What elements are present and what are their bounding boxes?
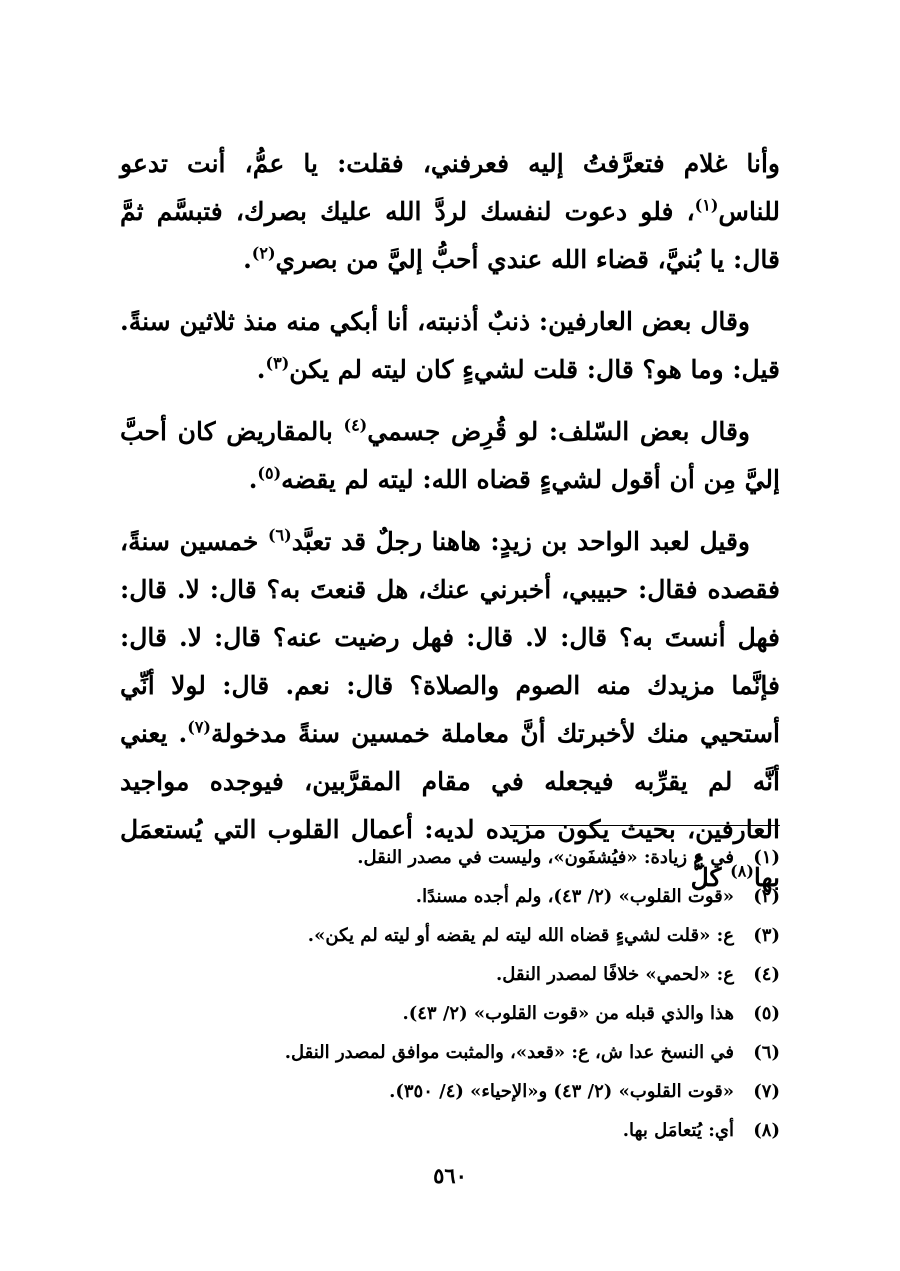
footnote-number: (٢): [753, 886, 780, 907]
footnote-text: في النسخ عدا ش، ع: «قعد»، والمثبت موافق لمصدر النقل.: [284, 1042, 734, 1063]
footnote-text: «قوت القلوب» (٢/ ٤٣) و«الإحياء» (٤/ ٣٥٠).: [389, 1081, 734, 1102]
footnote-8: [120, 1111, 780, 1150]
paragraph-3-text-b: بالمقاريض كان أحبَّ إليَّ مِن أن أقول لشيءٍ قضاه الله: ليته لم يقضه: [120, 417, 780, 494]
paragraph-4-text-b: خمسين سنةً، فقصده فقال: حبيبي، أخبرني عنك، هل قنعتَ به؟ قال: لا. قال: فهل أنستَ به؟ قال: لا. قال: فهل رضيت عنه؟ قال: لا. قال: فإنَّما مزيدك منه الصوم والصلاة؟ قال: نعم. قال: لولا أنِّي أستحيي منك لأخبرتك أنَّ معاملة خمسين سنةً مدخولة: [120, 527, 780, 748]
paragraph-1-text-a: وأنا غلام فتعرَّفتُ إليه فعرفني، فقلت: يا عمُّ، أنت تدعو للناس: [120, 149, 780, 226]
paragraph-3-text-c: .: [248, 465, 258, 494]
footnote-ref-1[interactable]: (١): [694, 195, 719, 215]
paragraph-3-text-a: وقال بعض السّلف: لو قُرِض جسمي: [367, 417, 750, 446]
footnote-ref-4[interactable]: (٤): [343, 415, 368, 435]
footnote-number: (٥): [753, 1003, 780, 1024]
paragraph-1-text-c: .: [243, 245, 252, 274]
footnote-number: (٤): [753, 964, 780, 985]
footnote-text: في ع زيادة: «فيُشفَون»، وليست في مصدر النقل.: [357, 847, 734, 868]
footnote-text: «قوت القلوب» (٢/ ٤٣)، ولم أجده مسندًا.: [415, 886, 734, 907]
footnote-ref-2[interactable]: (٢): [251, 243, 276, 263]
footnote-number: (٦): [753, 1042, 780, 1063]
paragraph-2-text-b: .: [256, 355, 266, 384]
footnote-number: (١): [753, 847, 780, 868]
main-text-body: [120, 140, 780, 902]
footnote-divider: [510, 825, 780, 826]
footnote-text: ع: «قلت لشيءٍ قضاه الله ليته لم يقضه أو ليته لم يكن».: [307, 925, 734, 946]
footnote-ref-3[interactable]: (٣): [265, 353, 290, 373]
footnote-ref-6[interactable]: (٦): [267, 525, 292, 545]
paragraph-4-text-d: كلُّ: [690, 863, 731, 892]
footnotes-section: [120, 838, 780, 1150]
paragraph-1-text-b: ، فلو دعوت لنفسك لردَّ الله عليك بصرك، فتبسَّم ثمَّ قال: يا بُنيَّ، قضاء الله عندي أحبُّ إليَّ من بصري: [120, 197, 780, 274]
footnote-ref-7[interactable]: (٧): [187, 717, 211, 737]
footnote-3: [120, 916, 780, 955]
footnote-ref-5[interactable]: (٥): [257, 463, 282, 483]
footnote-number: (٣): [753, 925, 780, 946]
footnote-1: [120, 838, 780, 877]
footnote-ref-8[interactable]: (٨): [730, 861, 754, 881]
footnote-text: أي: يُتعامَل بها.: [622, 1120, 734, 1141]
footnote-text: هذا والذي قبله من «قوت القلوب» (٢/ ٤٣).: [402, 1003, 734, 1024]
footnote-5: [120, 994, 780, 1033]
footnote-text: ع: «لحمي» خلافًا لمصدر النقل.: [496, 964, 734, 985]
footnote-number: (٨): [753, 1120, 780, 1141]
footnote-6: [120, 1033, 780, 1072]
paragraph-4-text-a: وقيل لعبد الواحد بن زيدٍ: هاهنا رجلٌ قد تعبَّد: [291, 527, 750, 556]
footnote-4: [120, 955, 780, 994]
page-number: ٥٦٠: [433, 1163, 467, 1188]
paragraph-4-text-c: . يعني أنَّه لم يقرِّبه فيجعله في مقام المقرَّبين، فيوجده مواجيد العارفين، بحيث يكون مزيده لديه: أعمال القلوب التي يُستعمَل بها: [120, 719, 780, 892]
footnote-2: [120, 877, 780, 916]
paragraph-1: [120, 140, 780, 284]
paragraph-2-text-a: وقال بعض العارفين: ذنبٌ أذنبته، أنا أبكي منه منذ ثلاثين سنةً. قيل: وما هو؟ قال: قلت لشيءٍ كان ليته لم يكن: [120, 307, 780, 384]
footnote-number: (٧): [753, 1081, 780, 1102]
paragraph-2: [120, 298, 780, 394]
paragraph-3: [120, 408, 780, 504]
footnote-7: [120, 1072, 780, 1111]
